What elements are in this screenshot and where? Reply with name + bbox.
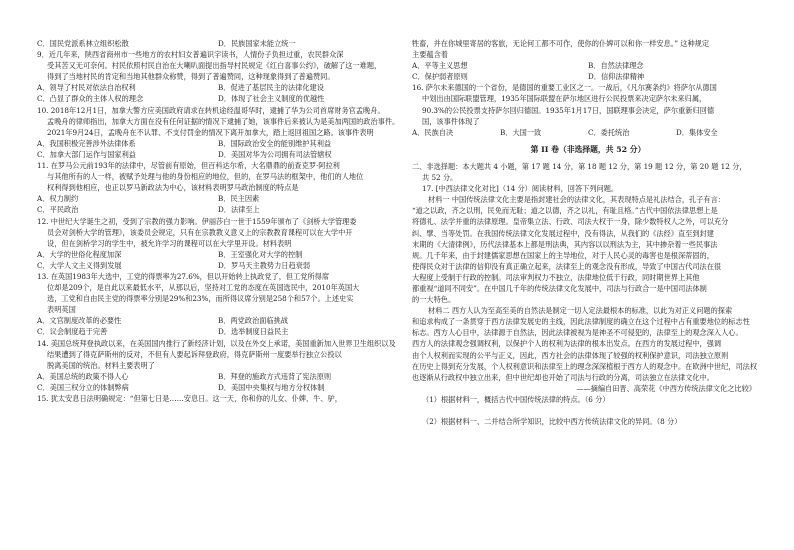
option-d: D．法律至上 <box>218 205 260 215</box>
option-d: D．体现了社会主义制度的优越性 <box>218 94 325 104</box>
section-2-title: 第 II 卷（非选择题，共 52 分） <box>530 144 646 154</box>
material-line: 末期的《大清律例》，历代法律基本上都是刑法典，其内容以以刑法为主，其中掺杂着一些民事法 <box>412 239 718 249</box>
material-line: 使得民众对于法律的信仰没有真正确立起来，法律至上的观念没有形成，导致了中国古代司法在很 <box>412 261 722 271</box>
material-line: 都重视“道同不同安”。在中国几千年的传统法律文化发展中，司法与行政合一是中国司法体制 <box>412 283 707 293</box>
question-line: 中划出由国际联盟管理，1935年国际联盟在萨尔地区进行公民投票来决定萨尔未来归属， <box>422 94 707 104</box>
material-line: 也逐渐从行政权中独立出来，但中世纪却也开始了司法与行政的分离，司法独立在法律文化中。 <box>412 372 714 382</box>
question-line: 国，该事件体现了 <box>422 116 480 126</box>
question-line: 选，工党和自由民主党的得票率分别是29%和23%，而所得议席分别是258个和57个。上述史实 <box>47 294 354 304</box>
option-a: A．文官制度改革的必要性 <box>37 316 122 326</box>
question-line: 16. 萨尔未来德国的一个省份，是德国的重要工业区之一。一战后，《凡尔赛条约》将萨尔从德国 <box>412 83 717 93</box>
option-row <box>37 315 399 326</box>
question-line: 15. 犹太安息日法明确规定：“但第七日是……安息日。这一天，你和你的儿女、仆婢、牛、驴， <box>37 394 342 403</box>
question-line: 牲畜，并在你城里寄居的客旅，无论何工都不可作，使你的仆婢可以和你一样安息。” 这种规定 <box>412 39 710 48</box>
option-b: B．拜登的施政方式违背了宪法原则 <box>218 371 332 381</box>
option-c: C．议会制度趋于完善 <box>37 327 108 337</box>
material-line: 由个人权利而实现的公平与正义，因此，西方社会的法律体现了较强的权利保护意识，司法独立原则 <box>412 350 729 360</box>
option-a: A．民族自决 <box>412 127 454 137</box>
option-row <box>37 204 399 215</box>
question-line: 孟晚舟的律师指出，加拿大方面在没有任何证据的情况下逮捕了她，该事件后来被认为是美加两国的政治事件。 <box>47 116 399 126</box>
section-2-intro: 共 52 分。 <box>422 173 458 183</box>
option-d: D．美国对华为公司拥有司法管辖权 <box>218 149 332 159</box>
option-row <box>37 82 399 93</box>
question-line: 表明英国 <box>47 305 76 315</box>
option-row <box>37 249 399 260</box>
question-line: 主要蕴含着 <box>412 50 448 60</box>
option-row <box>37 149 399 160</box>
question-10 <box>37 105 399 160</box>
option-row <box>37 260 399 271</box>
option-row <box>37 371 399 382</box>
material-line: 大程度上受制于行政的控制。司法审判权力不独立，法律地位低于行政，同时期世界上其他 <box>412 272 700 282</box>
material-line: 材料二 西方人认为至高至美的自然法是制定一切人定法最根本的标准，以此为对正义问题的探索 <box>428 306 733 316</box>
option-row <box>412 127 764 138</box>
question-14 <box>37 338 399 393</box>
question-12 <box>37 216 399 271</box>
question-17-title: 17. [中西法律文化对比]（14 分）阅读材料，回答下列问题。 <box>422 184 619 194</box>
question-15 <box>37 393 399 404</box>
material-line: 和追求构成了一条贯穿于西方法律发展史的主线，因此法律制度的确立在这个过程中占有重要地位的标志性 <box>412 317 750 327</box>
option-d: D．集体安全 <box>676 127 718 137</box>
option-c: C．加拿大部门运作与国家利益 <box>37 149 136 159</box>
question-line: 员会对剑桥大学的管理》，该委员会规定，只有在宗教教义意义上的宗教教育课程可以在大学中开 <box>47 227 353 237</box>
question-line: 11. 在罗马公元前193年的法律中，尽管前有原始，但百科达尔希，大名鼎鼎的前查克罗·阿拉利 <box>37 161 340 171</box>
option-b: B．王室强化对大学的控制 <box>218 249 303 259</box>
question-11 <box>37 160 399 215</box>
question-17-part-1: （1）根据材料一，概括古代中国传统法律的特点。（6 分） <box>422 394 610 404</box>
option-d: D．美国中央集权与地方分权体制 <box>218 382 325 392</box>
answer-space <box>412 405 764 416</box>
material-line: 纠、擘、当等处罚。在我国传统法律文化发展过程中，没有得法，从我们的《法经》直至到封建 <box>412 228 714 238</box>
top-options <box>37 38 399 49</box>
question-line: 得到了当地村民的肯定和当地其他群众称赞，得到了普遍赞同，这种现象得到了普遍赞同。 <box>47 72 335 82</box>
right-column <box>412 38 764 427</box>
option-a: A．我国积极完善涉外法律体系 <box>37 138 136 148</box>
material-two <box>412 305 764 383</box>
option-row <box>412 60 764 71</box>
option-a: A．大学的世俗化程度加深 <box>37 249 122 259</box>
section-2-intro: 二、非选择题：本大题共 4 小题，第 17 题 14 分，第 18 题 12 分，第 19 题 12 分，第 20 题 12 分， <box>412 161 747 171</box>
question-line: 14. 美国总统拜登执政以来，在美国国内推行了新经济计划，以及在外交上承诺，美国重新加入世界卫生组织以及 <box>37 338 396 348</box>
material-line: 在历史上得到充分发展，个人权利意识和法律至上的理念深深植根于西方人的观念中。在欧洲中世纪，司法权 <box>412 361 758 371</box>
option-c: C．凸显了群众的主体人权的理念 <box>37 94 144 104</box>
option-c: C．平民政治 <box>37 205 79 215</box>
material-line: 的一大特色。 <box>412 295 456 305</box>
option-a: A．美国总统的政策不得人心 <box>37 371 129 381</box>
material-line: 标志。西方人心目中，法律源于自然法，因此法律被视为是神圣不可侵犯的，法律至上的观念深入人心。 <box>412 328 743 338</box>
material-line: 将德礼、法学并重的法律原理。皇帝集立法、行政、司法大权于一身，除少数特权人之外，可以充分 <box>412 217 729 227</box>
question-15-continued <box>412 38 764 82</box>
option-d: D．信仰法律精神 <box>588 72 645 82</box>
option-row <box>37 93 399 104</box>
question-line: 受其苦又无可奈何。村民依照村民自治在大喇叭面提出指导村民规定《红白喜事公约》，破解了这一难题， <box>47 61 382 71</box>
option-c: C．委托统治 <box>588 127 630 137</box>
question-line: 结果遭到了得克萨斯州的反对，不但有人要起诉拜登政府，得克萨斯州一度要举行独立公投以 <box>47 349 342 359</box>
question-line: 10. 2018年12月1日，加拿大警方应美国政府请求在转机途经温哥华时，逮捕了华为公司首席财务官孟晚舟。 <box>37 105 385 115</box>
question-line: 位却是209个，是自此以来最低水平，从那以后，坚持对工党的态度在英国选民中，2010年英国大 <box>47 283 360 293</box>
question-16 <box>412 82 764 137</box>
option-b: B．大国一致 <box>500 127 542 137</box>
material-line: 材料一 中国传统法律文化主要是指封建社会的法律文化，其表现特点是礼法结合，孔子有言： <box>428 195 725 205</box>
option-d: D．民族国家未能立统一 <box>218 39 296 48</box>
question-line: 12. 中世纪大学诞生之初，受到了宗教的强力影响。伊丽莎白一世于1559年颁布了《剑桥大学管理委 <box>37 216 357 226</box>
question-9 <box>37 49 399 104</box>
question-line: 权利得到他相应，也正以罗马新政法为中心，该材料表明罗马政治制度的特点是 <box>47 183 299 193</box>
material-line: 西方人的法律观念强调权利，以保护个人的权利为法律的根本出发点。在西方的发展过程中，强调 <box>412 339 722 349</box>
question-line: 设，但在剑桥学习的学生中，被允许学习的课程可以在大学里开设。材料表明 <box>47 238 292 248</box>
material-line: “道之以政，齐之以刑，民免而无耻；道之以德，齐之以礼，有耻且格。”古代中国依法律思想上是 <box>412 206 718 216</box>
option-a: A．平等主义思想 <box>412 61 468 71</box>
left-column <box>37 38 399 404</box>
option-d: D．罗马天主教势力日趋衰弱 <box>218 260 311 270</box>
question-line: 90.3%的公民投票支持萨尔回归德国。1935年1月17日，国联理事会决定，萨尔重新归回德 <box>422 105 715 115</box>
option-b: B．国际政治安全的能别维护其利益 <box>218 138 332 148</box>
option-a: A．权力制约 <box>37 194 79 204</box>
question-17-part-2: （2）根据材料一、二并结合所学知识，比较中西方传统法律文化的异同。（8 分） <box>422 417 682 426</box>
question-line: 13. 在英国1983年大选中，工党的得票率为27.6%，但以开始转上执政党了，但工党所得席 <box>37 271 330 281</box>
option-row <box>37 138 399 149</box>
option-b: B．两党政治面临挑战 <box>218 316 288 326</box>
question-line: 2021年9月24日，孟晚舟在不认罪、不支付罚金的情况下离开加拿大，踏上返回祖国之路。该事件表明 <box>47 127 374 137</box>
question-13 <box>37 271 399 338</box>
option-c: C．国民党派系林立组织松散 <box>37 39 129 48</box>
option-c: C．美国三权分立的体制弊病 <box>37 382 129 392</box>
option-row <box>37 382 399 393</box>
question-line: 脱离美国的统治。材料主要表明了 <box>47 360 155 370</box>
option-row <box>37 326 399 337</box>
material-source: ——摘编自田晋、高荣花《中西方传统法律文化之比较》 <box>576 383 756 393</box>
option-d: D．选举制度日益民主 <box>218 327 289 337</box>
option-b: B．促进了基层民主的法律化建设 <box>218 83 324 93</box>
question-line: 9．近几年来，陕西省商州市一些地方的农村妇女普遍识字读书，人情份子负担过重，农民群众深 <box>37 50 344 60</box>
option-b: B．自然法律理念 <box>588 61 644 71</box>
option-a: A．领导了村民对依法自治权利 <box>37 83 136 93</box>
option-b: B．民主因素 <box>218 194 260 204</box>
material-one <box>412 194 764 305</box>
option-row <box>37 193 399 204</box>
option-c: C．大学人文主义得到发展 <box>37 260 122 270</box>
material-line: 规。几千年来，由于封建儒家思想在国家上的主导地位，对于人民心灵的毒害也是根深蒂固的， <box>412 250 714 260</box>
option-c: C．保护弱者原则 <box>412 72 468 82</box>
question-line: 与其他所有的人一样，被赋予处理与他的身份相应的地位，但的，在罗马法的框架中，他们的人地位 <box>47 172 364 182</box>
option-row <box>412 71 764 82</box>
